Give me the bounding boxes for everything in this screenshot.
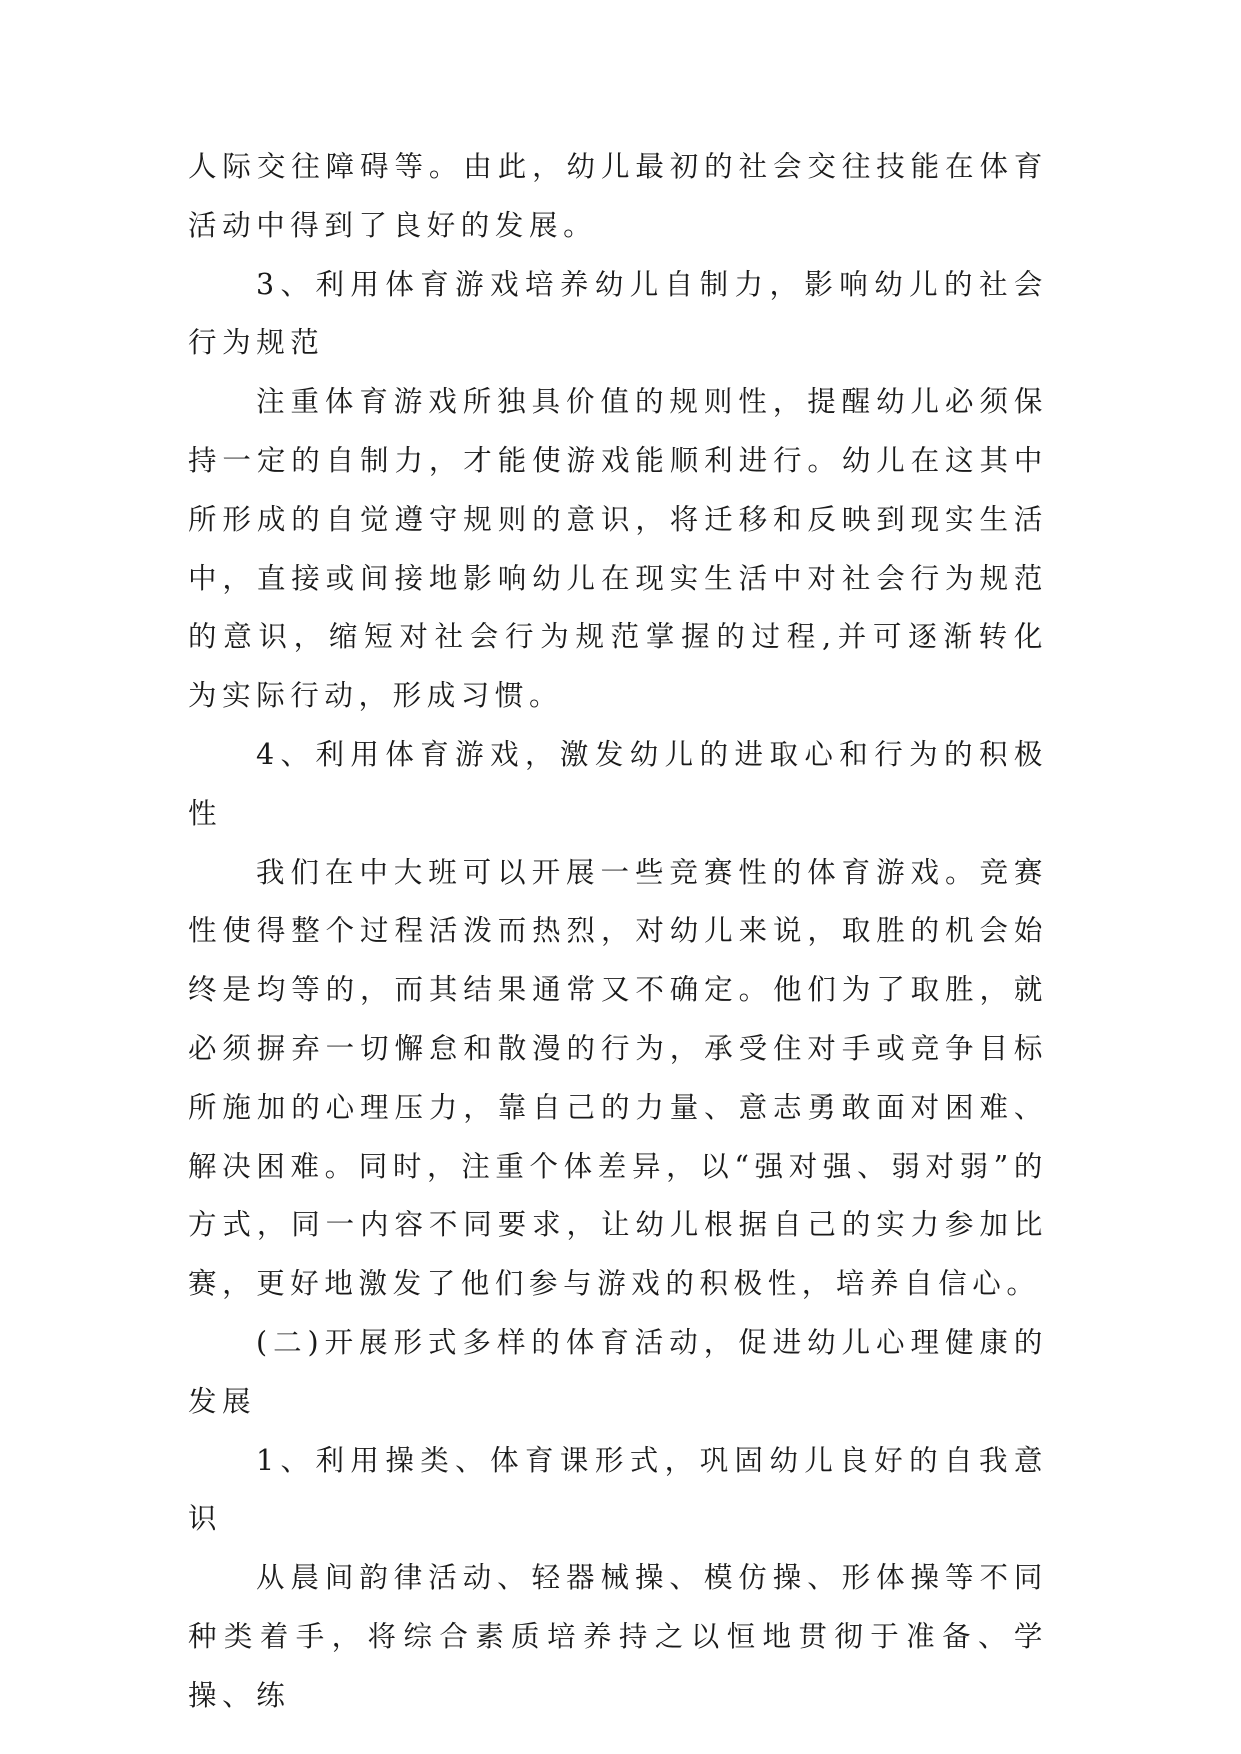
heading-self-awareness: 1、利用操类、体育课形式，巩固幼儿良好的自我意识 — [188, 1443, 1048, 1536]
paragraph-social-skills-end: 人际交往障碍等。由此，幼儿最初的社会交往技能在体育活动中得到了良好的发展。 — [188, 150, 1048, 242]
paragraph-competitive-games: 我们在中大班可以开展一些竞赛性的体育游戏。竞赛性使得整个过程活泼而热烈，对幼儿来说，取胜的机会始终是均等的，而其结果通常又不确定。他们为了取胜，就必须摒弃一切懈怠和散漫的行为，承受住对手或竞争目标所施加的心理压力，靠自己的力量、意志勇敢面对困难、解决困难。同时，注重个体差异，以“强对强、弱对弱”的方式，同一内容不同要求，让幼儿根据自己的实力参加比赛，更好地激发了他们参与游戏的积极性，培养自信心。 — [188, 855, 1048, 1301]
heading-mental-health: (二)开展形式多样的体育活动，促进幼儿心理健康的发展 — [188, 1325, 1048, 1418]
document-page — [188, 138, 1048, 1726]
heading-self-control: 3、利用体育游戏培养幼儿自制力，影响幼儿的社会行为规范 — [188, 267, 1048, 360]
paragraph-exercise-types: 从晨间韵律活动、轻器械操、模仿操、形体操等不同种类着手，将综合素质培养持之以恒地贯彻于准备、学操、练 — [188, 1561, 1048, 1712]
heading-enterprising-spirit: 4、利用体育游戏，激发幼儿的进取心和行为的积极性 — [188, 737, 1048, 830]
paragraph-self-control: 注重体育游戏所独具价值的规则性，提醒幼儿必须保持一定的自制力，才能使游戏能顺利进行。幼儿在这其中所形成的自觉遵守规则的意识，将迁移和反映到现实生活中，直接或间接地影响幼儿在现实生活中对社会行为规范的意识，缩短对社会行为规范掌握的过程,并可逐渐转化为实际行动，形成习惯。 — [188, 385, 1048, 713]
